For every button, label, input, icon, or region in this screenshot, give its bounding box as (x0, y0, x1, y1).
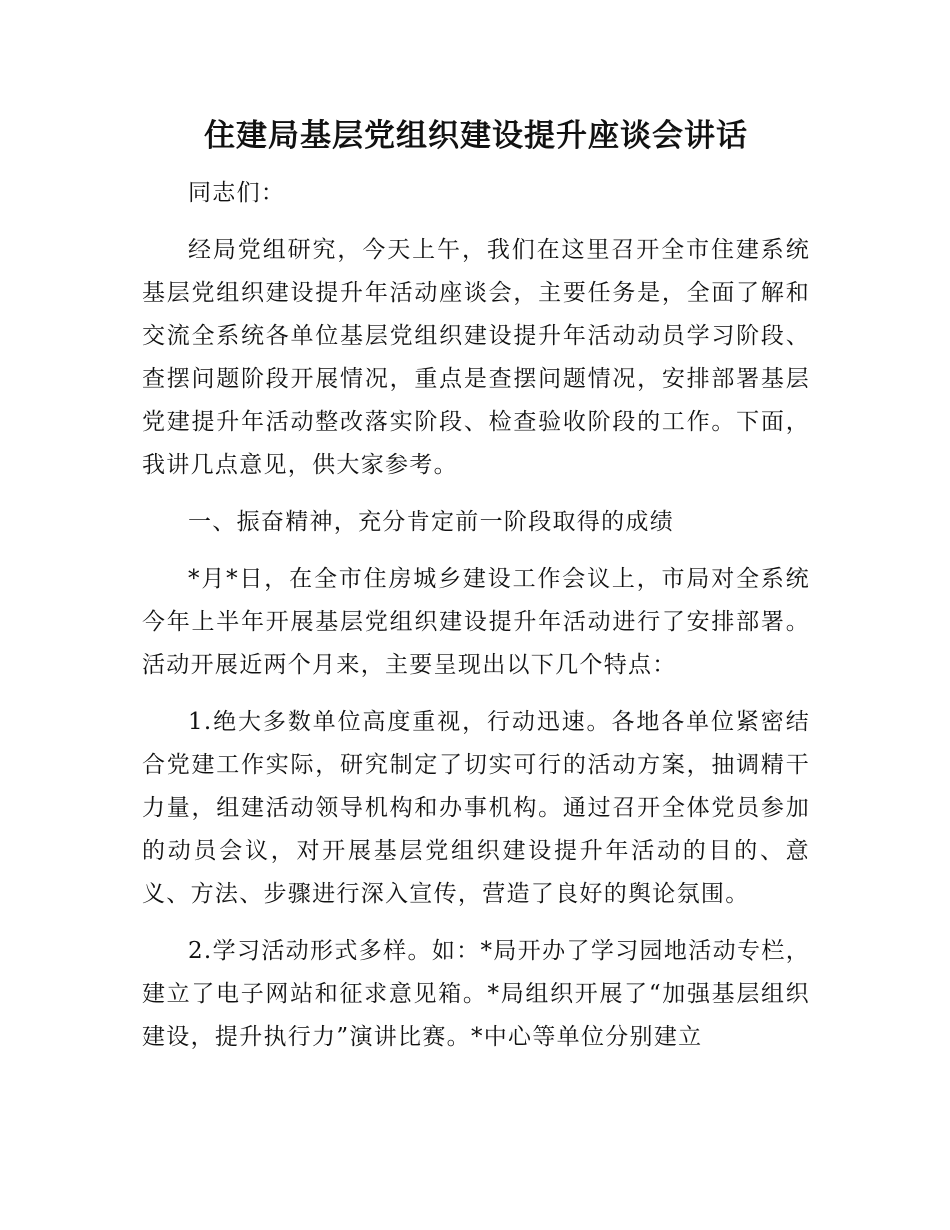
paragraph-point-1: 1.绝大多数单位高度重视，行动迅速。各地各单位紧密结合党建工作实际，研究制定了切实可行的活动方案，抽调精干力量，组建活动领导机构和办事机构。通过召开全体党员参加的动员会议，对开展基层党组织建设提升年活动的目的、意义、方法、步骤进行深入宣传，营造了良好的舆论氛围。 (142, 709, 810, 907)
document-title: 住建局基层党组织建设提升座谈会讲话 (204, 118, 748, 154)
paragraph-overview: *月*日，在全市住房城乡建设工作会议上，市局对全系统今年上半年开展基层党组织建设提升年活动进行了安排部署。活动开展近两个月来，主要呈现出以下几个特点： (142, 566, 810, 678)
greeting: 同志们： (188, 180, 286, 206)
section-heading-1: 一、振奋精神，充分肯定前一阶段取得的成绩 (188, 509, 674, 535)
document-body (142, 110, 810, 1059)
paragraph-intro: 经局党组研究，今天上午，我们在这里召开全市住建系统基层党组织建设提升年活动座谈会，主要任务是，全面了解和交流全系统各单位基层党组织建设提升年活动动员学习阶段、查摆问题阶段开展情况，重点是查摆问题情况，安排部署基层党建提升年活动整改落实阶段、检查验收阶段的工作。下面，我讲几点意见，供大家参考。 (142, 237, 810, 478)
paragraph-point-2: 2.学习活动形式多样。如：*局开办了学习园地活动专栏，建立了电子网站和征求意见箱。*局组织开展了“加强基层组织建设，提升执行力”演讲比赛。*中心等单位分别建立 (142, 938, 810, 1050)
